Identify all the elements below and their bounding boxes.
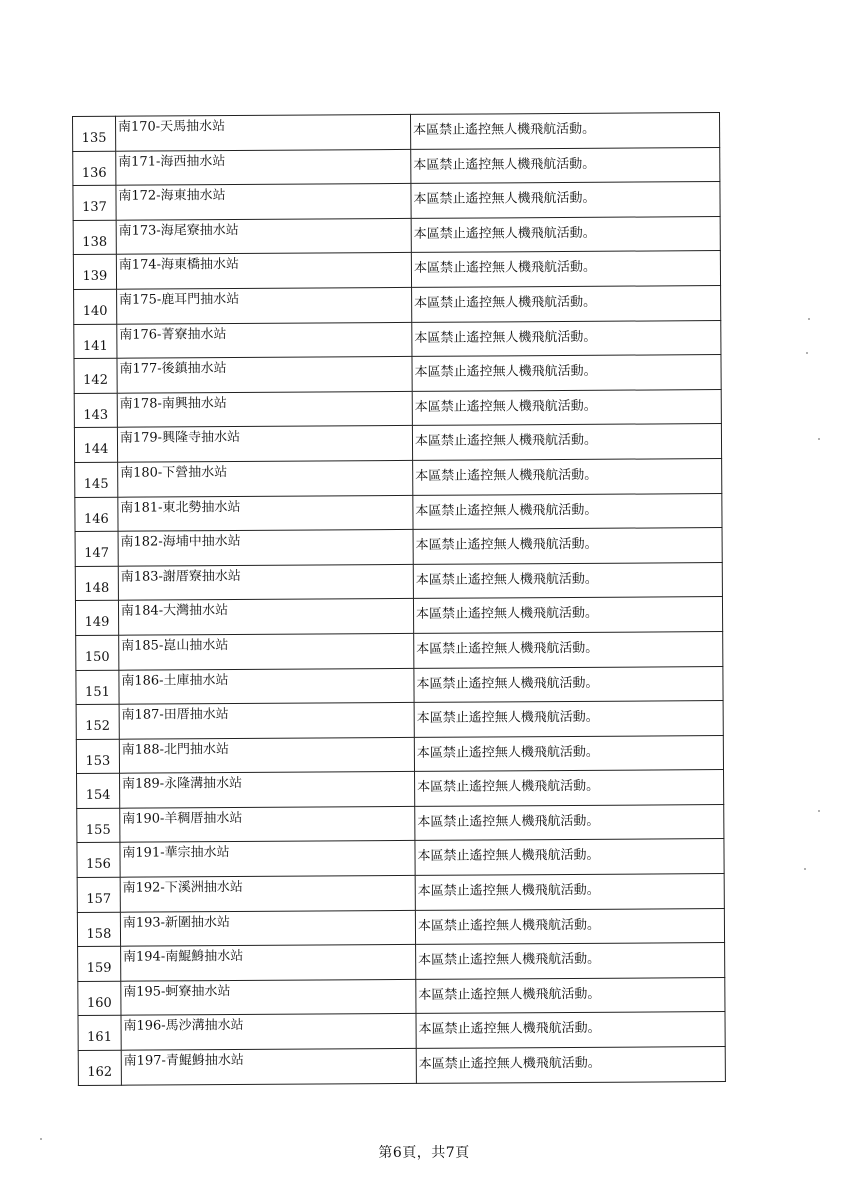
- row-number-cell: [77, 808, 120, 843]
- restriction-note: 本區禁止遙控無人機飛航活動。: [416, 744, 599, 761]
- restriction-note-cell: [415, 874, 724, 910]
- station-name: 南180-下營抽水站: [120, 464, 228, 481]
- restriction-note-cell: [412, 389, 721, 425]
- row-number-cell: [75, 601, 118, 636]
- table-row: [77, 874, 724, 913]
- station-name-cell: [116, 149, 411, 185]
- restriction-note: 本區禁止遙控無人機飛航活動。: [413, 190, 596, 208]
- restriction-note: 本區禁止遙控無人機飛航活動。: [416, 675, 599, 692]
- restriction-note: 本區禁止遙控無人機飛航活動。: [417, 917, 600, 934]
- restriction-note-cell: [412, 424, 721, 460]
- row-number-cell: [77, 912, 120, 947]
- row-number: 141: [82, 338, 108, 354]
- station-name: 南170-天馬抽水站: [117, 119, 226, 135]
- station-name: 南176-菁寮抽水站: [119, 326, 227, 343]
- table-row: [77, 770, 724, 809]
- station-name-cell: [120, 806, 415, 842]
- row-number-cell: [77, 774, 120, 809]
- row-number-cell: [74, 428, 117, 463]
- row-number: 160: [86, 995, 112, 1011]
- row-number: 144: [83, 442, 109, 458]
- restriction-note-cell: [410, 113, 719, 149]
- table-row: [75, 458, 722, 497]
- row-number: 154: [85, 788, 111, 804]
- station-name: 南178-南興抽水站: [119, 395, 227, 412]
- restriction-note: 本區禁止遙控無人機飛航活動。: [414, 329, 597, 346]
- restriction-note: 本區禁止遙控無人機飛航活動。: [413, 156, 596, 173]
- station-name-cell: [117, 391, 412, 427]
- restriction-note-cell: [412, 355, 721, 391]
- row-number-cell: [75, 462, 118, 497]
- table-row: [74, 286, 721, 325]
- table-row: [78, 977, 725, 1016]
- row-number-cell: [74, 324, 117, 359]
- station-name: 南173-海尾寮抽水站: [118, 222, 239, 239]
- station-name: 南192-下溪洲抽水站: [122, 880, 243, 896]
- row-number: 137: [82, 199, 107, 216]
- row-number: 149: [84, 615, 110, 631]
- restriction-note: 本區禁止遙控無人機飛航活動。: [414, 294, 597, 311]
- station-name: 南191-華宗抽水站: [122, 845, 230, 862]
- row-number: 140: [82, 303, 108, 319]
- row-number-cell: [78, 1016, 121, 1051]
- row-number-cell: [75, 531, 118, 566]
- station-name-cell: [116, 184, 411, 220]
- station-name-cell: [117, 322, 412, 358]
- station-name: 南195-蚵寮抽水站: [123, 983, 231, 1000]
- scan-speck: [808, 318, 810, 320]
- restriction-note-cell: [411, 251, 720, 287]
- station-name: 南194-南鯤鯓抽水站: [122, 949, 244, 965]
- station-name-cell: [121, 1014, 416, 1050]
- station-name: 南196-馬沙溝抽水站: [123, 1018, 244, 1035]
- row-number: 162: [87, 1064, 113, 1080]
- row-number-cell: [76, 704, 119, 739]
- row-number: 147: [84, 545, 110, 562]
- restriction-note: 本區禁止遙控無人機飛航活動。: [418, 952, 601, 969]
- row-number-cell: [78, 946, 121, 981]
- row-number-cell: [75, 566, 118, 601]
- restriction-note-cell: [413, 493, 722, 529]
- restriction-note-cell: [415, 804, 724, 840]
- row-number: 157: [86, 891, 112, 907]
- table-row: [74, 355, 721, 394]
- station-name-cell: [115, 114, 410, 150]
- row-number-cell: [74, 358, 117, 393]
- restriction-note-cell: [414, 701, 723, 737]
- station-name-cell: [120, 945, 415, 981]
- row-number-cell: [73, 151, 116, 186]
- restriction-note: 本區禁止遙控無人機飛航活動。: [414, 433, 598, 450]
- row-number: 135: [81, 130, 107, 146]
- station-table-body: [73, 113, 726, 1086]
- scan-speck: [818, 438, 820, 440]
- restriction-note-cell: [413, 458, 722, 494]
- row-number: 156: [86, 857, 111, 873]
- station-name-cell: [117, 426, 412, 462]
- restriction-note-cell: [414, 631, 723, 667]
- station-name-cell: [120, 841, 415, 877]
- station-name-cell: [118, 495, 413, 531]
- station-name: 南177-後鎮抽水站: [119, 361, 227, 377]
- station-name-cell: [118, 530, 413, 566]
- row-number: 151: [84, 684, 110, 700]
- table-row: [73, 147, 720, 186]
- station-name: 南175-鹿耳門抽水站: [118, 291, 240, 308]
- row-number: 153: [85, 753, 111, 769]
- table-row: [76, 735, 723, 774]
- table-row: [78, 1047, 725, 1086]
- table-row: [76, 631, 723, 670]
- station-name-cell: [116, 287, 411, 323]
- restriction-note: 本區禁止遙控無人機飛航活動。: [415, 571, 598, 588]
- restriction-note: 本區禁止遙控無人機飛航活動。: [418, 1021, 601, 1038]
- station-name-cell: [118, 564, 413, 600]
- table-row: [77, 839, 724, 878]
- scan-speck: [806, 352, 808, 354]
- restriction-note-cell: [416, 1012, 725, 1048]
- restriction-note: 本區禁止遙控無人機飛航活動。: [415, 502, 598, 519]
- scan-speck: [804, 868, 806, 870]
- restriction-note-cell: [416, 1047, 725, 1083]
- station-name-cell: [117, 357, 412, 393]
- station-table: [72, 112, 726, 1086]
- restriction-note: 本區禁止遙控無人機飛航活動。: [416, 709, 599, 726]
- station-name: 南190-羊稠厝抽水站: [122, 810, 243, 827]
- table-row: [73, 251, 720, 290]
- restriction-note-cell: [411, 216, 720, 252]
- restriction-note-cell: [411, 147, 720, 183]
- station-name: 南185-崑山抽水站: [121, 637, 229, 654]
- row-number-cell: [77, 843, 120, 878]
- station-name-cell: [119, 737, 414, 773]
- station-name-cell: [119, 703, 414, 739]
- restriction-note: 本區禁止遙控無人機飛航活動。: [417, 882, 600, 899]
- row-number-cell: [73, 220, 116, 255]
- table-row: [74, 389, 721, 428]
- row-number: 158: [86, 926, 112, 942]
- table-row: [75, 528, 722, 567]
- scan-speck: [818, 810, 820, 812]
- restriction-note-cell: [412, 286, 721, 322]
- station-name: 南189-永隆溝抽水站: [121, 776, 243, 792]
- station-name: 南187-田厝抽水站: [121, 707, 229, 723]
- table-row: [73, 113, 720, 152]
- restriction-note: 本區禁止遙控無人機飛航活動。: [418, 1055, 601, 1072]
- restriction-note-cell: [416, 943, 725, 979]
- station-name: 南197-青鯤鯓抽水站: [123, 1052, 244, 1069]
- table-row: [74, 320, 721, 359]
- table-row: [76, 666, 723, 705]
- restriction-note-cell: [414, 770, 723, 806]
- station-name-cell: [116, 218, 411, 254]
- restriction-note-cell: [414, 666, 723, 702]
- station-name-cell: [120, 910, 415, 946]
- row-number: 161: [87, 1030, 113, 1046]
- row-number-cell: [78, 981, 121, 1016]
- scan-speck: [40, 1138, 42, 1140]
- table-row: [74, 424, 721, 463]
- station-name-cell: [120, 875, 415, 911]
- table-row: [78, 1012, 725, 1051]
- station-name: 南171-海西抽水站: [118, 153, 226, 170]
- restriction-note: 本區禁止遙控無人機飛航活動。: [415, 606, 599, 623]
- restriction-note: 本區禁止遙控無人機飛航活動。: [414, 363, 597, 381]
- restriction-note-cell: [415, 839, 724, 875]
- restriction-note: 本區禁止遙控無人機飛航活動。: [417, 848, 600, 865]
- row-number: 159: [86, 961, 112, 977]
- table-row: [75, 562, 722, 601]
- restriction-note: 本區禁止遙控無人機飛航活動。: [413, 225, 596, 242]
- row-number-cell: [74, 289, 117, 324]
- station-name-cell: [121, 979, 416, 1015]
- table-row: [73, 216, 720, 255]
- station-name: 南193-新圍抽水站: [122, 914, 231, 931]
- row-number: 145: [83, 476, 109, 492]
- row-number-cell: [76, 739, 119, 774]
- station-name-cell: [117, 460, 412, 496]
- row-number-cell: [76, 635, 119, 670]
- row-number-cell: [73, 185, 116, 220]
- table-row: [78, 943, 725, 982]
- station-name: 南183-謝厝寮抽水站: [120, 568, 241, 585]
- restriction-note-cell: [413, 597, 722, 633]
- row-number-cell: [73, 255, 116, 290]
- row-number: 136: [81, 165, 107, 181]
- row-number-cell: [77, 877, 120, 912]
- row-number-cell: [75, 497, 118, 532]
- row-number: 143: [83, 407, 109, 423]
- table-row: [77, 804, 724, 843]
- station-name: 南186-土庫抽水站: [121, 672, 229, 689]
- restriction-note: 本區禁止遙控無人機飛航活動。: [417, 779, 600, 796]
- row-number-cell: [74, 393, 117, 428]
- restriction-note: 本區禁止遙控無人機飛航活動。: [418, 986, 601, 1003]
- restriction-note-cell: [416, 977, 725, 1013]
- table-row: [77, 908, 724, 947]
- restriction-note: 本區禁止遙控無人機飛航活動。: [413, 260, 596, 277]
- row-number: 150: [84, 649, 110, 665]
- row-number: 146: [83, 511, 109, 527]
- restriction-note-cell: [411, 182, 720, 218]
- row-number: 148: [84, 580, 110, 596]
- restriction-note: 本區禁止遙控無人機飛航活動。: [415, 536, 598, 554]
- station-name: 南188-北門抽水站: [121, 741, 230, 758]
- restriction-note-cell: [415, 908, 724, 944]
- row-number: 142: [83, 372, 109, 389]
- row-number-cell: [78, 1050, 121, 1085]
- table-row: [75, 493, 722, 532]
- restriction-note: 本區禁止遙控無人機飛航活動。: [415, 467, 598, 484]
- row-number: 138: [82, 234, 108, 250]
- restriction-note-cell: [413, 562, 722, 598]
- table-row: [75, 597, 722, 636]
- restriction-note-cell: [414, 735, 723, 771]
- row-number-cell: [73, 116, 116, 151]
- restriction-note: 本區禁止遙控無人機飛航活動。: [413, 121, 596, 138]
- row-number-cell: [76, 670, 119, 705]
- restriction-note: 本區禁止遙控無人機飛航活動。: [414, 398, 597, 415]
- table-row: [76, 701, 723, 740]
- restriction-note-cell: [412, 320, 721, 356]
- restriction-note: 本區禁止遙控無人機飛航活動。: [416, 640, 599, 657]
- station-name-cell: [118, 599, 413, 635]
- station-name: 南181-東北勢抽水站: [120, 499, 241, 516]
- station-name: 南172-海東抽水站: [118, 188, 226, 204]
- station-name: 南184-大灣抽水站: [120, 603, 229, 620]
- station-name: 南179-興隆寺抽水站: [119, 430, 241, 447]
- table-row: [73, 182, 720, 221]
- station-name-cell: [119, 772, 414, 808]
- station-name: 南182-海埔中抽水站: [120, 534, 241, 550]
- row-number: 139: [82, 269, 108, 285]
- restriction-note-cell: [413, 528, 722, 564]
- station-name: 南174-海東橋抽水站: [118, 257, 240, 274]
- station-name-cell: [119, 633, 414, 669]
- station-name-cell: [119, 668, 414, 704]
- restriction-note: 本區禁止遙控無人機飛航活動。: [417, 813, 600, 830]
- row-number: 155: [85, 822, 111, 838]
- row-number: 152: [85, 718, 111, 735]
- station-name-cell: [116, 253, 411, 289]
- page-footer: 第6頁，共7頁: [378, 1145, 470, 1161]
- station-name-cell: [121, 1048, 416, 1084]
